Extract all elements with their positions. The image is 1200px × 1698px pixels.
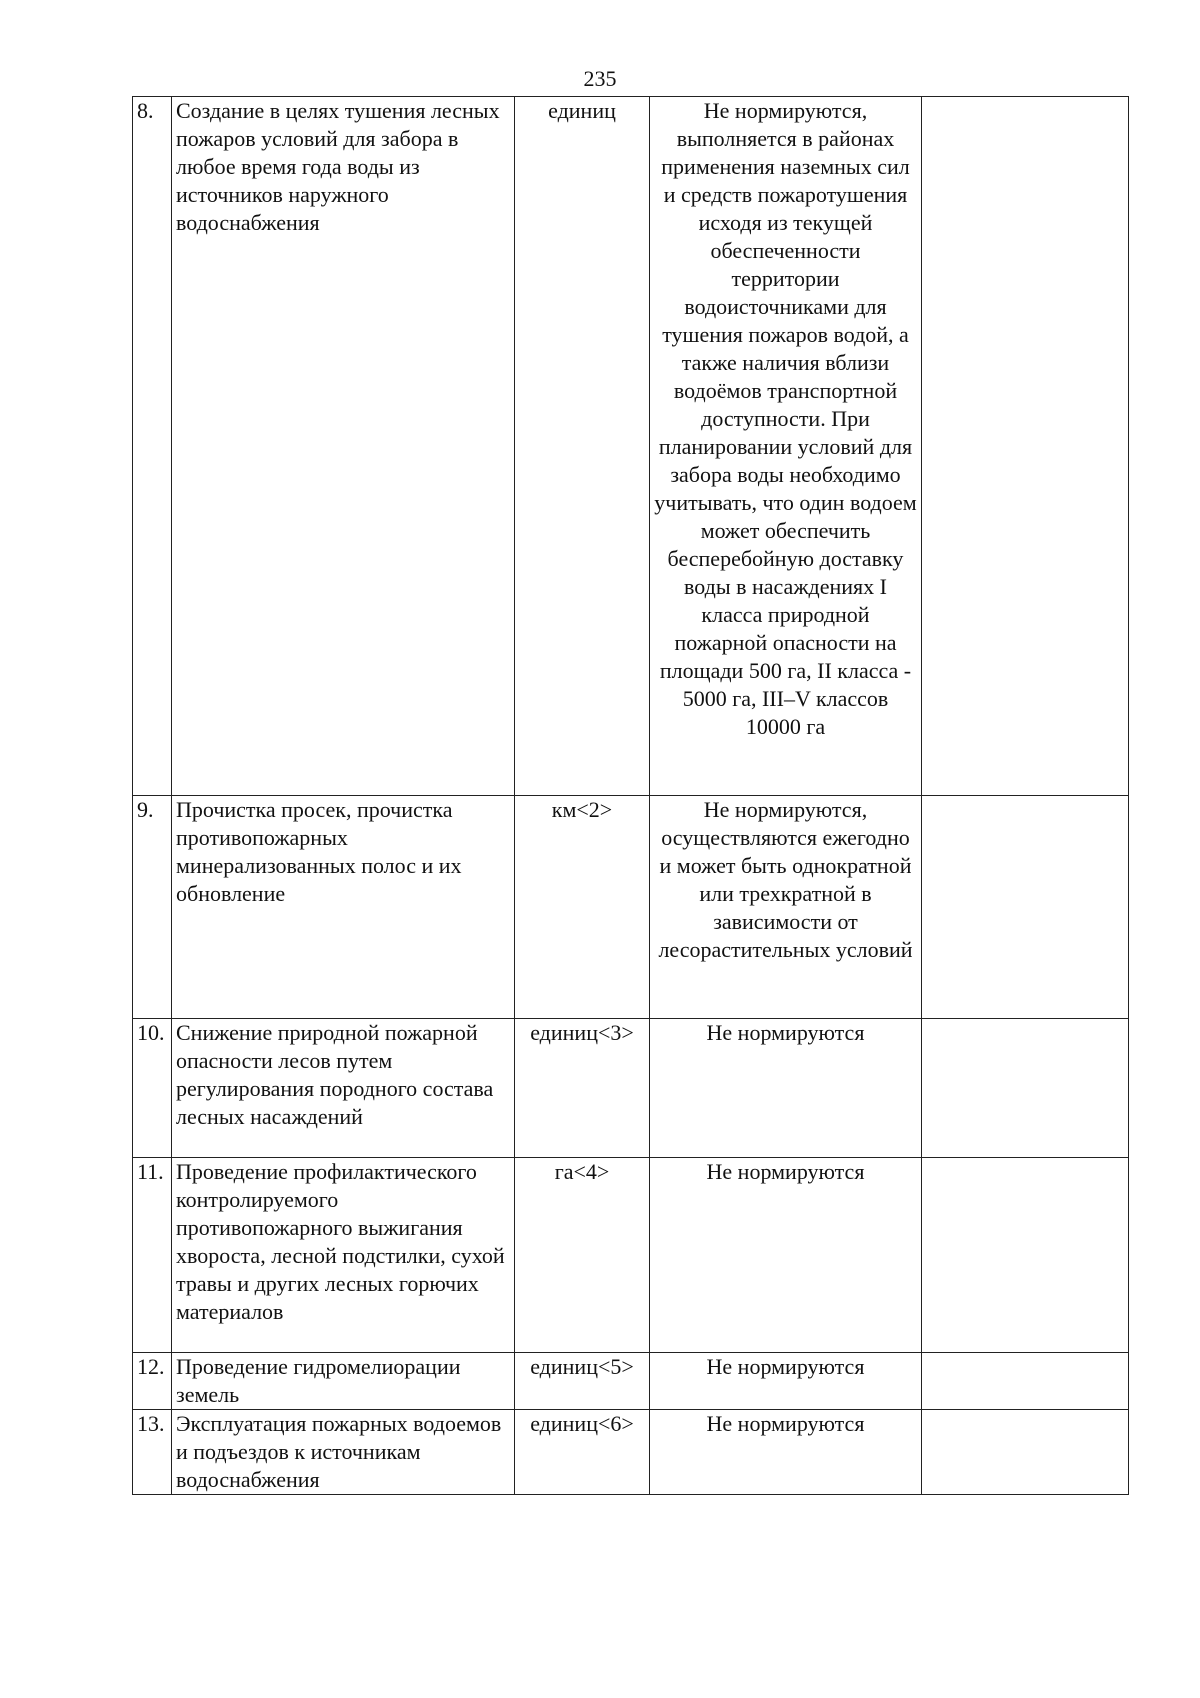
empty-cell bbox=[922, 1353, 1129, 1410]
measure-name: Снижение природной пожарной опасности лесов путем регулирования породного состава лесных насаждений bbox=[172, 1019, 515, 1158]
empty-cell bbox=[922, 97, 1129, 796]
measure-unit: км<2> bbox=[515, 796, 650, 1019]
measure-name: Эксплуатация пожарных водоемов и подъездов к источникам водоснабжения bbox=[172, 1410, 515, 1495]
measure-norm: Не нормируются bbox=[650, 1158, 922, 1353]
empty-cell bbox=[922, 1410, 1129, 1495]
measure-unit: единиц<5> bbox=[515, 1353, 650, 1410]
table-row bbox=[133, 1019, 1129, 1158]
row-number: 13. bbox=[133, 1410, 172, 1495]
row-number: 12. bbox=[133, 1353, 172, 1410]
table-row bbox=[133, 796, 1129, 1019]
row-number: 8. bbox=[133, 97, 172, 796]
measure-norm: Не нормируются bbox=[650, 1353, 922, 1410]
norms-table bbox=[132, 96, 1129, 1495]
measure-unit: единиц<6> bbox=[515, 1410, 650, 1495]
empty-cell bbox=[922, 796, 1129, 1019]
measure-name: Создание в целях тушения лесных пожаров условий для забора в любое время года воды из источников наружного водоснабжения bbox=[172, 97, 515, 796]
measure-norm: Не нормируются, осуществляются ежегодно и может быть однократной или трехкратной в зависимости от лесорастительных условий bbox=[650, 796, 922, 1019]
row-number: 11. bbox=[133, 1158, 172, 1353]
measure-name: Прочистка просек, прочистка противопожарных минерализованных полос и их обновление bbox=[172, 796, 515, 1019]
measure-unit: га<4> bbox=[515, 1158, 650, 1353]
table-row bbox=[133, 1353, 1129, 1410]
measure-unit: единиц<3> bbox=[515, 1019, 650, 1158]
row-number: 9. bbox=[133, 796, 172, 1019]
measure-norm: Не нормируются bbox=[650, 1019, 922, 1158]
empty-cell bbox=[922, 1019, 1129, 1158]
measure-norm: Не нормируются, выполняется в районах применения наземных сил и средств пожаротушения исходя из текущей обеспеченности территории водоисточниками для тушения пожаров водой, а также наличия вблизи водоёмов транспортной доступности. При планировании условий для забора воды необходимо учитывать, что один водоем может обеспечить бесперебойную доставку воды в насаждениях I класса природной пожарной опасности на площади 500 га, II класса - 5000 га, III–V классов 10000 га bbox=[650, 97, 922, 796]
page-number: 235 bbox=[583, 66, 617, 91]
table-row bbox=[133, 1158, 1129, 1353]
measure-unit: единиц bbox=[515, 97, 650, 796]
row-number: 10. bbox=[133, 1019, 172, 1158]
table-row bbox=[133, 97, 1129, 796]
measure-name: Проведение гидромелиорации земель bbox=[172, 1353, 515, 1410]
empty-cell bbox=[922, 1158, 1129, 1353]
table-row bbox=[133, 1410, 1129, 1495]
measure-name: Проведение профилактического контролируемого противопожарного выжигания хвороста, лесной подстилки, сухой травы и других лесных горючих материалов bbox=[172, 1158, 515, 1353]
measure-norm: Не нормируются bbox=[650, 1410, 922, 1495]
